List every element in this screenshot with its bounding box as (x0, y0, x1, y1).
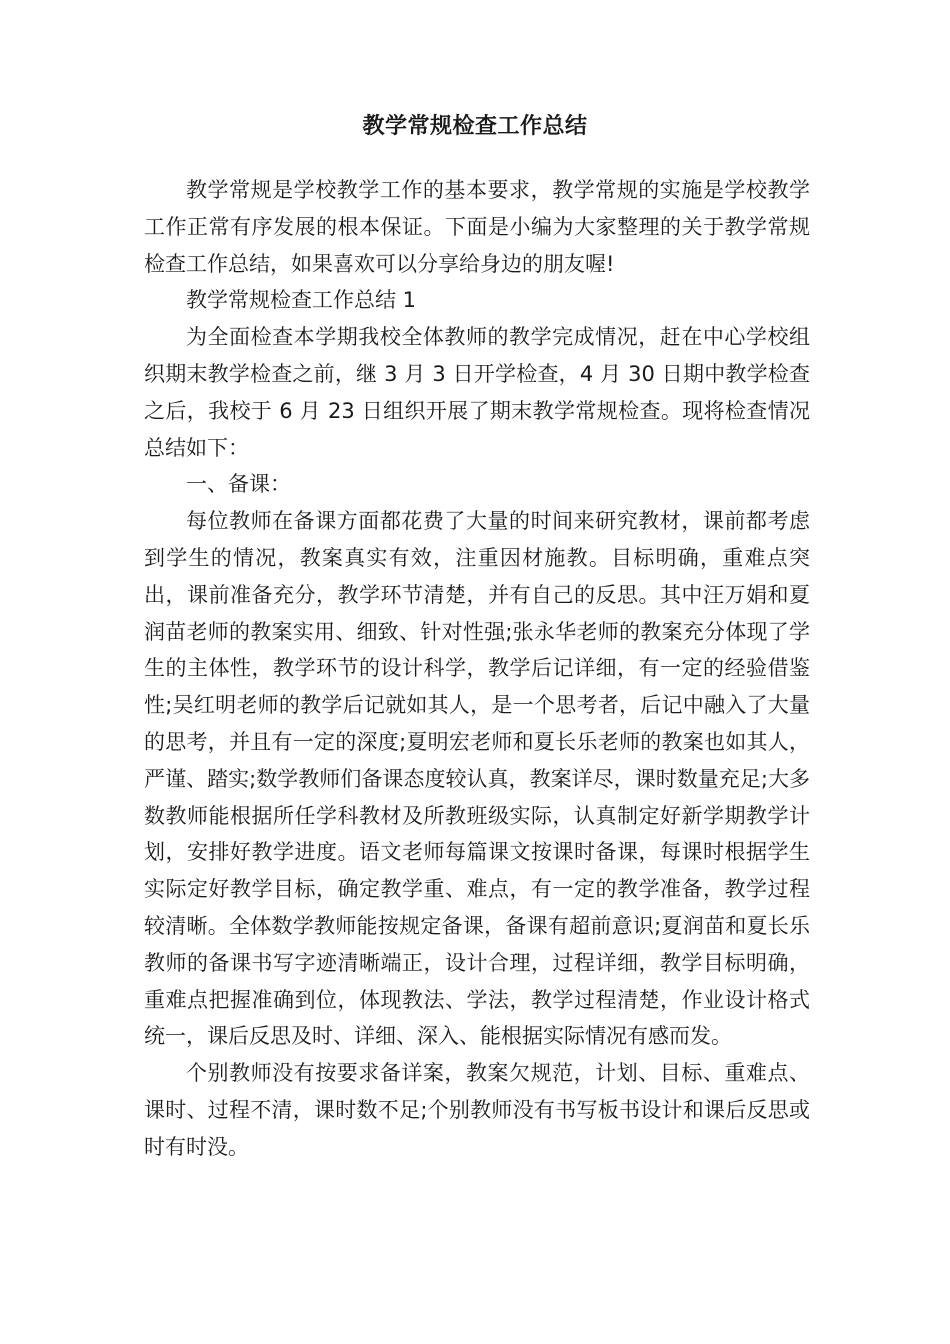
subsection-heading: 一、备课： (186, 472, 291, 497)
body-paragraph: 个别教师没有按要求备详案，教案欠规范，计划、目标、重难点、课时、过程不清，课时数不足;个别教师没有书写板书设计和课后反思或时有时没。 (144, 1061, 810, 1159)
document-body (144, 172, 810, 1166)
section-heading: 教学常规检查工作总结 1 (186, 288, 417, 313)
body-paragraph: 每位教师在备课方面都花费了大量的时间来研究教材，课前都考虑到学生的情况，教案真实有效，注重因材施教。目标明确，重难点突出，课前准备充分，教学环节清楚，并有自己的反思。其中汪万娟和夏润苗老师的教案实用、细致、针对性强;张永华老师的教案充分体现了学生的主体性，教学环节的设计科学，教学后记详细，有一定的经验借鉴性;吴红明老师的教学后记就如其人，是一个思考者，后记中融入了大量的思考，并且有一定的深度;夏明宏老师和夏长乐老师的教案也如其人，严谨、踏实;数学教师们备课态度较认真，教案详尽，课时数量充足;大多数教师能根据所任学科教材及所教班级实际，认真制定好新学期教学计划，安排好教学进度。语文老师每篇课文按课时备课，每课时根据学生实际定好教学目标，确定教学重、难点，有一定的教学准备，教学过程较清晰。全体数学教师能按规定备课，备课有超前意识;夏润苗和夏长乐教师的备课书写字迹清晰端正，设计合理，过程详细，教学目标明确，重难点把握准确到位，体现教法、学法，教学过程清楚，作业设计格式统一，课后反思及时、详细、深入、能根据实际情况有感而发。 (144, 509, 810, 1049)
intro-paragraph: 教学常规是学校教学工作的基本要求，教学常规的实施是学校教学工作正常有序发展的根本保证。下面是小编为大家整理的关于教学常规检查工作总结，如果喜欢可以分享给身边的朋友喔! (144, 178, 810, 276)
body-paragraph: 为全面检查本学期我校全体教师的教学完成情况，赶在中心学校组织期末教学检查之前，继 3 月 3 日开学检查，4 月 30 日期中教学检查之后，我校于 6 月 23 日组织开展了期末教学常规检查。现将检查情况总结如下： (144, 325, 810, 460)
document-title: 教学常规检查工作总结 (362, 114, 588, 139)
